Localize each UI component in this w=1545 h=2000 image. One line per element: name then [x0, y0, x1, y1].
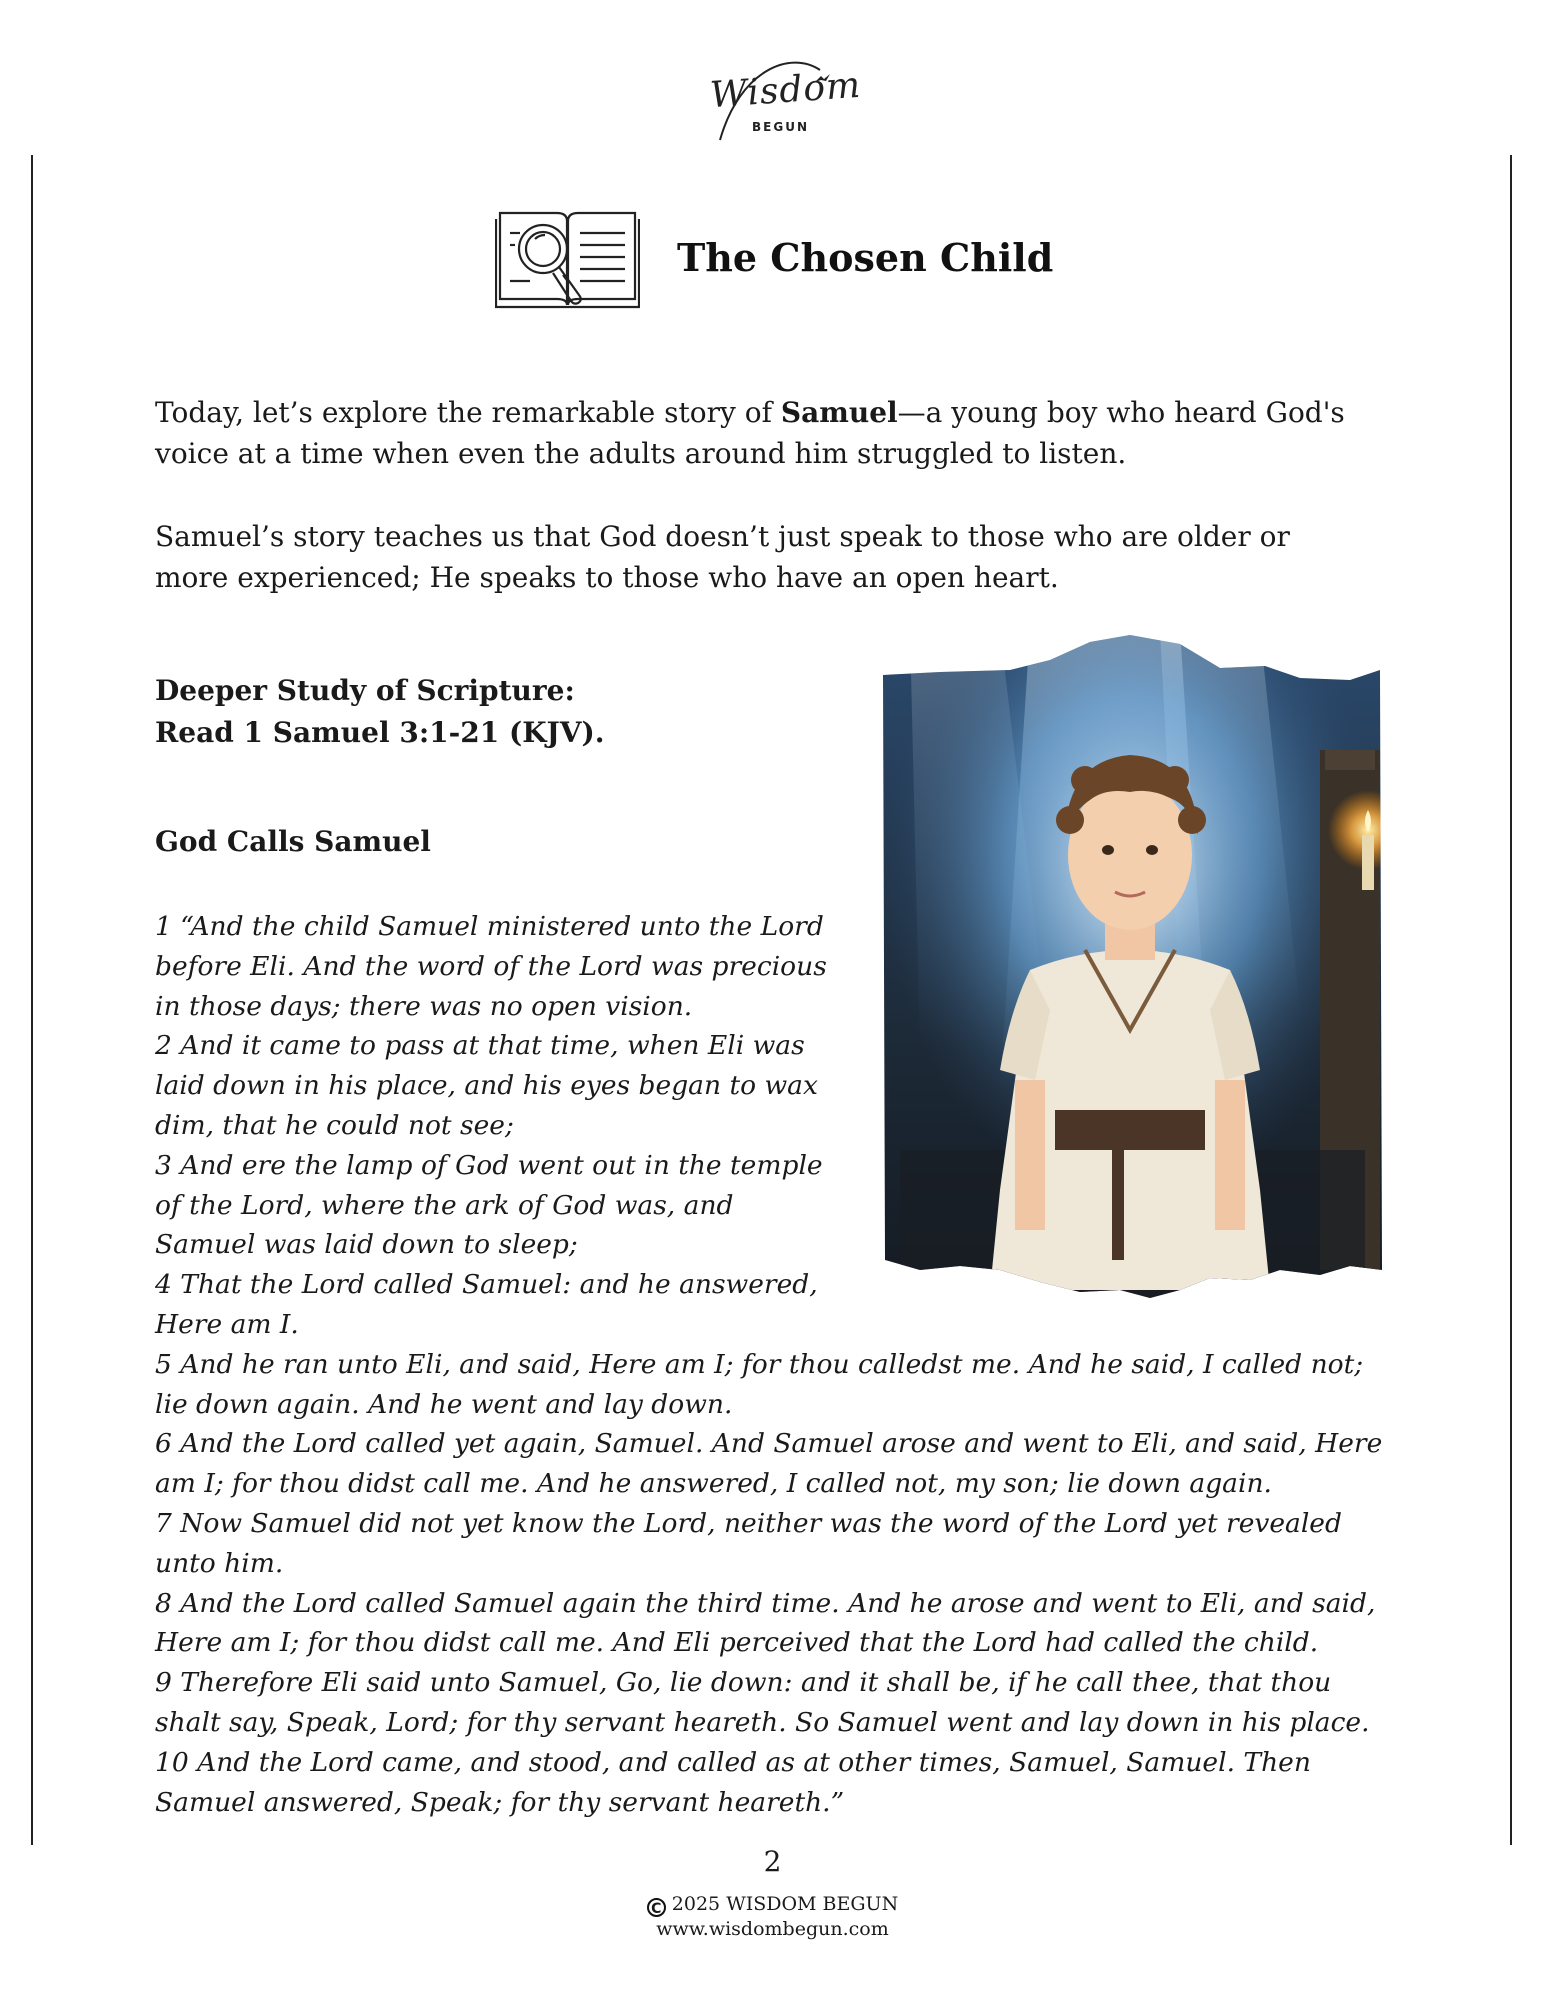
copyright-text: 2025 WISDOM BEGUN	[671, 1893, 899, 1915]
section-heading: God Calls Samuel	[155, 825, 431, 858]
study-heading	[155, 670, 605, 754]
verse-4: 4 That the Lord called Samuel: and he answered, Here am I.	[155, 1269, 818, 1340]
copyright-line	[0, 1892, 1545, 1917]
intro-text-before: Today, let’s explore the remarkable story of	[155, 396, 781, 429]
intro-paragraph-2: Samuel’s story teaches us that God doesn’t just speak to those who are older or more experienced; He speaks to those who have an open heart.	[155, 520, 1290, 594]
right-margin-rule	[1510, 155, 1512, 1845]
verse-5: 5 And he ran unto Eli, and said, Here am I; for thou calledst me. And he said, I called not; lie down again. And he went and lay down.	[155, 1348, 1364, 1420]
verse-6: 6 And the Lord called yet again, Samuel. And Samuel arose and went to Eli, and said, Here am I; for thou didst call me. And he answered, I called not, my son; lie down again.	[155, 1428, 1383, 1500]
intro-paragraph-1	[155, 392, 1355, 474]
verse-1: 1 “And the child Samuel ministered unto the Lord before Eli. And the word of the Lord was precious in those days; there was no open vision.	[155, 911, 827, 1022]
title-row	[495, 205, 1095, 315]
copyright-icon: C	[647, 1898, 666, 1917]
logo-script-text: Wisdom	[708, 64, 863, 117]
verse-7: 7 Now Samuel did not yet know the Lord, neither was the word of the Lord yet revealed unto him.	[155, 1507, 1342, 1579]
study-heading-line-1: Deeper Study of Scripture:	[155, 674, 575, 707]
verse-9: 9 Therefore Eli said unto Samuel, Go, lie down: and it shall be, if he call thee, that thou shalt say, Speak, Lord; for thy servant heareth. So Samuel went and lay down in his place.	[155, 1667, 1370, 1738]
verse-3: 3 And ere the lamp of God went out in the temple of the Lord, where the ark of God was, and Samuel was laid down to sleep;	[155, 1149, 823, 1261]
brand-logo	[700, 50, 863, 150]
scripture-passage	[155, 907, 1395, 1822]
logo-subtext: BEGUN	[752, 120, 809, 134]
intro-text-after: —a young boy who heard God's voice at a time when even the adults around him struggled to listen.	[155, 396, 1345, 470]
verse-2: 2 And it came to pass at that time, when Eli was laid down in his place, and his eyes began to wax dim, that he could not see;	[155, 1030, 818, 1141]
image-wrap-space	[830, 907, 1395, 1317]
page-number: 2	[763, 1845, 782, 1878]
left-margin-rule	[31, 155, 33, 1845]
page-title: The Chosen Child	[677, 235, 1054, 280]
intro-bold-name: Samuel	[780, 396, 898, 429]
website-link[interactable]: www.wisdombegun.com	[656, 1918, 889, 1940]
verse-8: 8 And the Lord called Samuel again the third time. And he arose and went to Eli, and said, Here am I; for thou didst call me. And Eli perceived that the Lord had called the child.	[155, 1587, 1376, 1659]
verse-10: 10 And the Lord came, and stood, and called as at other times, Samuel, Samuel. Then Samuel answered, Speak; for thy servant heareth.”	[155, 1746, 1311, 1818]
book-magnifier-icon	[495, 205, 640, 315]
study-heading-line-2: Read 1 Samuel 3:1-21 (KJV).	[155, 716, 605, 749]
footer	[0, 1892, 1545, 1941]
